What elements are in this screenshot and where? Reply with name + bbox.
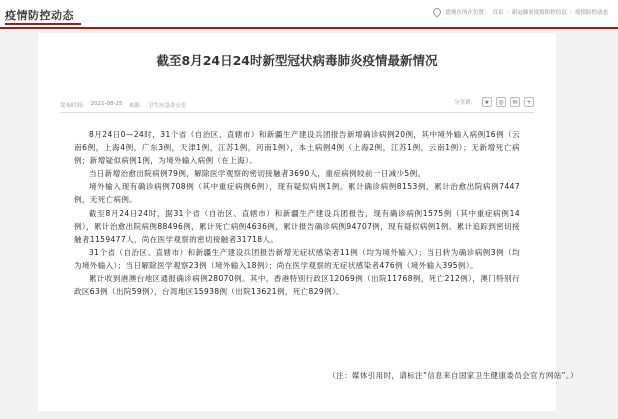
article-title: 截至8月24日24时新型冠状病毒肺炎疫情最新情况 — [156, 53, 438, 68]
publish-date: 2021-08-25 — [90, 101, 123, 107]
share-more-button[interactable]: + — [524, 97, 534, 107]
share-bar — [454, 97, 534, 107]
breadcrumb-link-current[interactable]: 疫情防控动态 — [574, 10, 608, 16]
paragraph: 31个省（自治区、直辖市）和新疆生产建设兵团报告新增无症状感染者11例（均为境外输入）；当日转为确诊病例3例（均为境外输入）；当日解除医学观察23例（境外输入18例）；尚在医学观察的无症状感染者476例（境外输入395例）。 — [74, 247, 520, 270]
top-bar — [0, 0, 618, 29]
article-body — [74, 128, 520, 298]
share-qzone-button[interactable]: ★ — [482, 97, 492, 107]
article-meta — [60, 101, 187, 109]
paragraph: 境外输入现有确诊病例708例（其中重症病例6例），现有疑似病例1例。累计确诊病例8153例，累计治愈出院病例7447例，无死亡病例。 — [74, 182, 520, 205]
source-label: 来源： — [128, 103, 145, 109]
breadcrumb-separator: › — [569, 9, 572, 15]
breadcrumb-link-category[interactable]: 新冠肺炎疫情防控信息 — [511, 10, 567, 16]
paragraph: 当日新增治愈出院病例79例，解除医学观察的密切接触者3690人，重症病例较前一日减少5例。 — [89, 169, 426, 179]
share-weibo-button[interactable]: ◎ — [496, 97, 506, 107]
divider — [60, 112, 534, 113]
article-source: 卫生应急办公室 — [148, 103, 187, 109]
section-title[interactable]: 疫情防控动态 — [5, 9, 74, 22]
breadcrumb-link-home[interactable]: 首页 — [492, 10, 504, 16]
citation-note: （注：媒体引用时，请标注“信息来自国家卫生健康委员会官方网站”。） — [328, 371, 578, 380]
paragraph: 截至8月24日24时，据31个省（自治区、直辖市）和新疆生产建设兵团报告，现有确诊病例1575例（其中重症病例14例），累计治愈出院病例88496例，累计死亡病例4636例，累计报告确诊病例94707例，现有疑似病例1例。累计追踪到密切接触者1159477人，尚在医学观察的密切接触者31718人。 — [74, 208, 520, 244]
article-panel — [38, 33, 556, 411]
share-wechat-button[interactable]: ✉ — [510, 97, 520, 107]
breadcrumb-separator: › — [506, 9, 509, 15]
breadcrumb-prefix: 您现在所在位置： — [445, 10, 490, 16]
date-label: 发布时间： — [60, 103, 88, 109]
location-icon — [431, 6, 442, 17]
share-label: 分享到： — [453, 100, 476, 106]
paragraph: 累计收到港澳台地区通报确诊病例28070例。其中，香港特别行政区12069例（出院11768例，死亡212例），澳门特别行政区63例（出院59例），台湾地区15938例（出院13621例，死亡829例）。 — [74, 274, 520, 297]
paragraph: 8月24日0—24时，31个省（自治区、直辖市）和新疆生产建设兵团报告新增确诊病例20例，其中境外输入病例16例（云南6例，上海4例，广东3例，天津1例，江苏1例，河南1例），本土病例4例（上海2例，江苏1例，云南1例）；无新增死亡病例；新增疑似病例1例，为境外输入病例（在上海）。 — [74, 130, 520, 166]
breadcrumb — [433, 8, 608, 16]
